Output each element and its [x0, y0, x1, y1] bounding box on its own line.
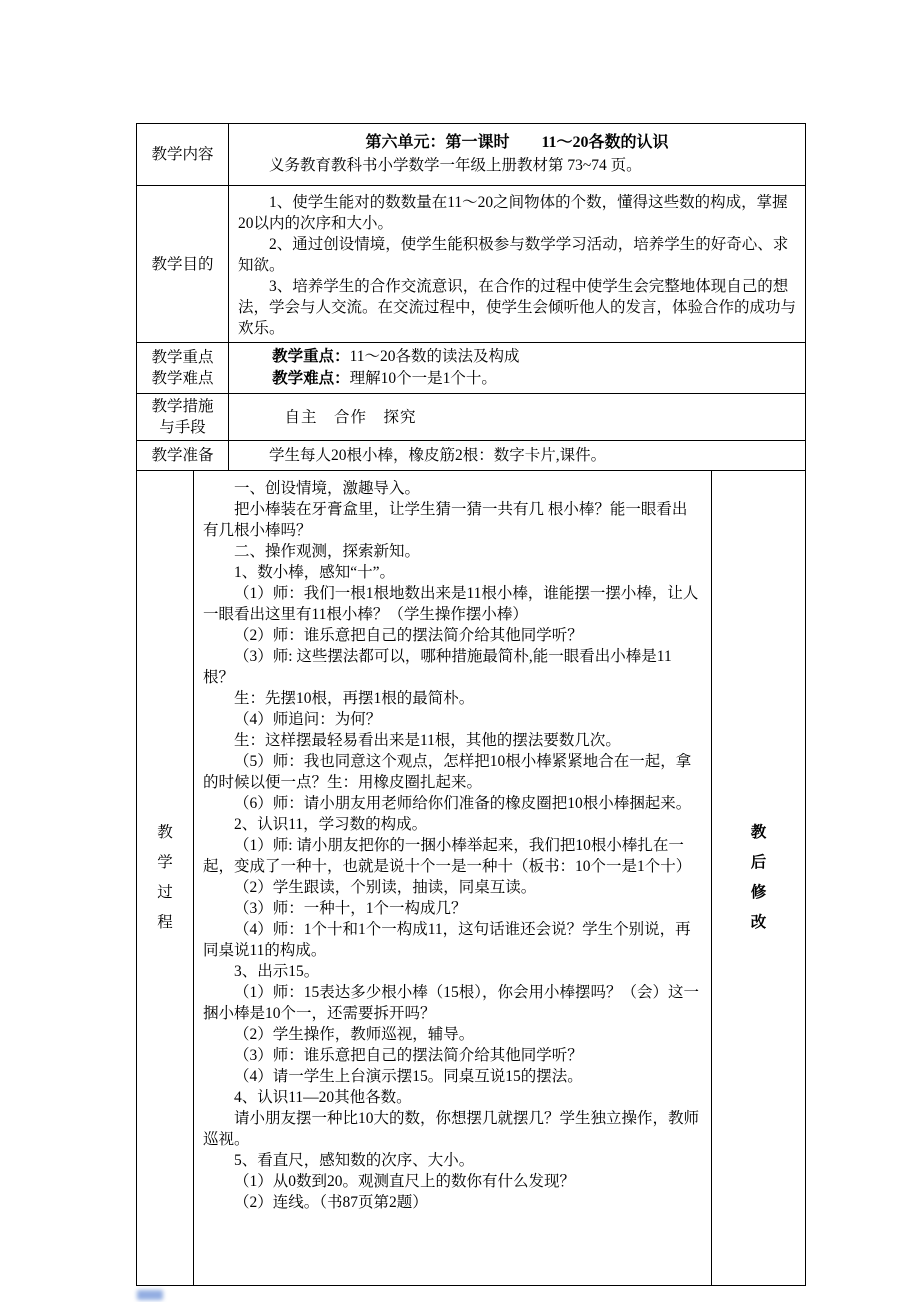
- focus-label: 教学重点：: [272, 348, 350, 365]
- process-paragraph: （4）师追问：为何？: [234, 711, 382, 728]
- difficulty-label: 教学难点：: [272, 370, 350, 387]
- process-paragraph: （4）师：1个十和1个一构成11，这句话谁还会说？学生个别说，再同桌说11的构成。: [203, 921, 691, 959]
- teaching-content-label: 教学内容: [151, 146, 214, 163]
- textbook-source: 义务教育教科书小学数学一年级上册教材第 73~74 页。: [269, 157, 642, 174]
- process-paragraph: 二、操作观测，探索新知。: [234, 543, 421, 560]
- watermark-artifact: [137, 1290, 163, 1300]
- process-paragraph: （1）师: 请小朋友把你的一捆小棒举起来，我们把10根小棒扎在一起，变成了一种十，也就是说十个一是一种十（板书：10个一是1个十）: [203, 837, 692, 875]
- focus-text: 11～20各数的读法及构成: [349, 348, 520, 365]
- row-teaching-process: [137, 471, 805, 1285]
- process-paragraph: 把小棒装在牙膏盒里，让学生猜一猜一共有几 根小棒？能一眼看出有几根小棒吗？: [203, 501, 688, 539]
- row-teaching-content: [137, 124, 805, 186]
- process-paragraph: 生：这样摆最轻易看出来是11根，其他的摆法要数几次。: [234, 732, 621, 749]
- lesson-title: 第六单元：第一课时 11～20各数的认识: [365, 134, 669, 151]
- process-paragraph: （5）师：我也同意这个观点，怎样把10根小棒紧紧地合在一起，拿的时候以便一点？生：用橡皮圈扎起来。: [203, 753, 692, 791]
- difficulty-text: 理解10个一是1个十。: [349, 370, 497, 387]
- row-teaching-preparation: [137, 441, 805, 471]
- key-points-cell: [229, 343, 805, 393]
- teaching-methods-label-cell: [137, 394, 229, 440]
- teaching-process-label: 教学过程: [157, 824, 173, 931]
- process-paragraph: 请小朋友摆一种比10大的数，你想摆几就摆几？学生独立操作，教师巡视。: [203, 1110, 700, 1148]
- teaching-preparation-cell: [229, 441, 805, 470]
- process-paragraph: 4、认识11—20其他各数。: [234, 1089, 412, 1106]
- process-paragraph: （2）连线。（书87页第2题）: [234, 1194, 428, 1211]
- process-paragraph: 生：先摆10根，再摆1根的最简朴。: [234, 690, 475, 707]
- process-paragraph: 3、出示15。: [234, 963, 320, 980]
- process-paragraph: （1）师：我们一根1根地数出来是11根小棒，谁能摆一摆小棒，让人一眼看出这里有11根小棒？（学生操作摆小棒）: [203, 585, 699, 623]
- teaching-methods-text: 自主 合作 探究: [284, 408, 417, 426]
- post-lesson-revision-cell: [712, 471, 805, 1285]
- teaching-preparation-text: 学生每人20根小棒，橡皮筋2根：数字卡片,课件。: [269, 447, 607, 464]
- teaching-objectives-cell: [229, 186, 805, 342]
- process-paragraph: （3）师：一种十，1个一构成几？: [234, 900, 467, 917]
- row-teaching-objectives: [137, 186, 805, 343]
- process-paragraph: （2）师：谁乐意把自己的摆法简介给其他同学听？: [234, 627, 583, 644]
- teaching-process-label-cell: [137, 471, 194, 1285]
- teaching-methods-label-line2: 与手段: [159, 419, 206, 436]
- difficulty-line: [238, 368, 796, 390]
- lesson-plan-table: [136, 123, 806, 1286]
- process-paragraph: 一、创设情境，激趣导入。: [234, 480, 421, 497]
- process-paragraph: 5、看直尺，感知数的次序、大小。: [234, 1152, 475, 1169]
- row-teaching-methods: [137, 394, 805, 441]
- teaching-objectives-label: 教学目的: [151, 255, 214, 273]
- post-lesson-revision-label: 教后修改: [750, 824, 767, 931]
- process-paragraph: （3）师: 这些摆法都可以，哪种措施最简朴,能一眼看出小棒是11根？: [203, 648, 672, 686]
- objective-paragraph: 2、通过创设情境，使学生能积极参与数学学习活动，培养学生的好奇心、求知欲。: [238, 236, 789, 274]
- teaching-methods-label-line1: 教学措施: [151, 398, 214, 415]
- process-paragraph: （1）从0数到20。观测直尺上的数你有什么发现？: [234, 1173, 576, 1190]
- key-points-label-cell: [137, 343, 229, 393]
- teaching-preparation-label-cell: [137, 441, 229, 470]
- key-points-label-line1: 教学重点: [151, 349, 214, 366]
- teaching-preparation-label: 教学准备: [151, 447, 214, 464]
- process-paragraph: 1、数小棒，感知“十”。: [234, 564, 396, 581]
- focus-line: [238, 346, 796, 368]
- objective-paragraph: 1、使学生能对的数数量在11～20之间物体的个数，懂得这些数的构成，掌握20以内的次序和大小。: [238, 194, 788, 232]
- row-key-points: [137, 343, 805, 394]
- process-paragraph: 2、认识11，学习数的构成。: [234, 816, 428, 833]
- process-paragraph: （2）学生跟读，个别读，抽读，同桌互读。: [234, 879, 537, 896]
- process-paragraph: （4）请一学生上台演示摆15。同桌互说15的摆法。: [234, 1068, 583, 1085]
- teaching-process-cell: [194, 471, 712, 1285]
- teaching-methods-cell: [229, 394, 805, 440]
- process-paragraph: （3）师：谁乐意把自己的摆法简介给其他同学听？: [234, 1047, 583, 1064]
- process-paragraph: （2）学生操作，教师巡视，辅导。: [234, 1026, 475, 1043]
- process-paragraph: （1）师：15表达多少根小棒（15根），你会用小棒摆吗？（会）这一捆小棒是10个一，还需要拆开吗？: [203, 984, 700, 1022]
- teaching-content-cell: [229, 124, 805, 185]
- teaching-content-label-cell: [137, 124, 229, 185]
- teaching-objectives-label-cell: [137, 186, 229, 342]
- key-points-label-line2: 教学难点: [151, 370, 214, 387]
- process-paragraph: （6）师：请小朋友用老师给你们准备的橡皮圈把10根小棒捆起来。: [234, 795, 692, 812]
- objective-paragraph: 3、培养学生的合作交流意识，在合作的过程中使学生会完整地体现自己的想法，学会与人交流。在交流过程中，使学生会倾听他人的发言，体验合作的成功与欢乐。: [238, 278, 797, 337]
